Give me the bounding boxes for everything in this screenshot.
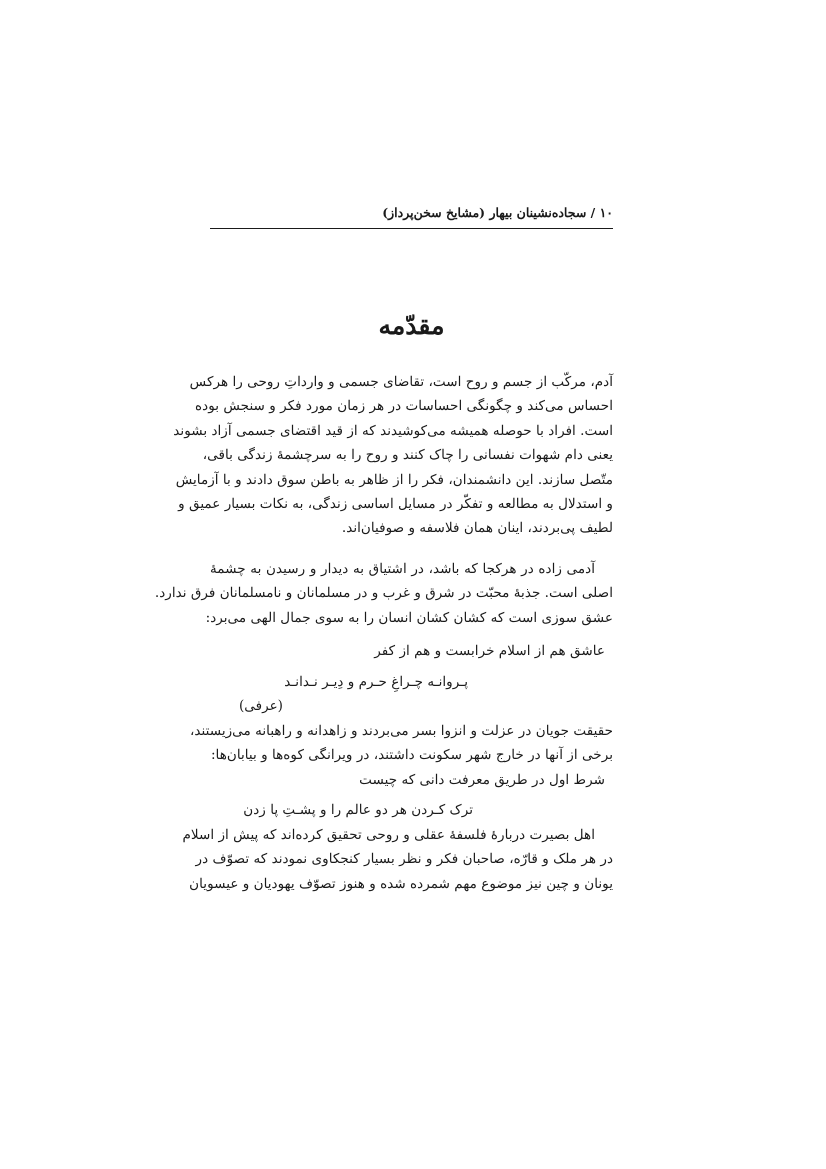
- running-header: ۱۰ / سجاده‌نشینان بیهار (مشایخ سخن‌پرداز): [382, 205, 613, 220]
- paragraph-line: اصلی است. جذبهٔ محبّت در شرق و غرب و در مسلمانان و نامسلمانان فرق ندارد.: [154, 585, 613, 602]
- chapter-title: مقدّمه: [378, 311, 445, 340]
- paragraph-line: است. افراد با حوصله همیشه می‌کوشیدند که از قید اقتضای جسمی آزاد بشوند: [173, 422, 613, 439]
- header-rule: [210, 228, 613, 229]
- paragraph-line: و استدلال به مطالعه و تفکّر در مسایل اساسی زندگی، به نکات بسیار عمیق و: [178, 495, 613, 512]
- paragraph-line: اهل بصیرت دربارهٔ فلسفهٔ عقلی و روحی تحقیق کرده‌اند که پیش از اسلام: [182, 827, 595, 843]
- paragraph-line: لطیف پی‌بردند، اینان همان فلاسفه و صوفیان‌اند.: [341, 520, 613, 537]
- paragraph-1: [173, 370, 613, 541]
- verse-1-line-2: پـروانـه چـراغِ حـرم و دِیـر نـدانـد: [284, 674, 468, 690]
- paragraph-line: آدمی زاده در هرکجا که باشد، در اشتیاق به دیدار و رسیدن به چشمهٔ: [210, 561, 595, 577]
- paragraph-2: [154, 557, 613, 630]
- paragraph-line: متّصل سازند. این دانشمندان، فکر را از ظاهر به باطن سوق دادند و با آزمایش: [175, 471, 613, 488]
- paragraph-line: عشق سوزی است که کشان کشان انسان را به سوی جمال الهی می‌برد:: [205, 609, 613, 626]
- paragraph-3: [189, 719, 613, 768]
- paragraph-line: یونان و چین نیز موضوع مهم شمرده شده و هنوز تصوّف یهودیان و عیسویان: [189, 875, 613, 892]
- verse-2-line-1: شرط اول در طریق معرفت دانی که چیست: [359, 772, 605, 788]
- verse-1-line-1: عاشق هم از اسلام خرابست و هم از کفر: [374, 643, 605, 659]
- paragraph-line: آدم، مرکّب از جسم و روح است، تقاضای جسمی و وارداتِ روحی را هرکس: [189, 374, 613, 390]
- paragraph-line: حقیقت جویان در عزلت و انزوا بسر می‌بردند و زاهدانه و راهبانه می‌زیستند،: [189, 723, 613, 739]
- verse-1-attribution: (عرفی): [238, 698, 283, 714]
- paragraph-line: در هر ملک و قارّه، صاحبان فکر و نظر بسیار کنجکاوی نمودند که تصوّف در: [195, 851, 613, 868]
- paragraph-line: یعنی دام شهوات نفسانی را چاک کنند و روح را به سرچشمهٔ زندگی باقی،: [202, 447, 613, 464]
- paragraph-line: برخی از آنها در خارج شهر سکونت داشتند، در ویرانگی کوه‌ها و بیابان‌ها:: [210, 747, 613, 764]
- paragraph-line: احساس می‌کند و چگونگی احساسات در هر زمان مورد فکر و سنجش بوده: [195, 398, 613, 415]
- verse-2-line-2: ترک کـردن هر دو عالم را و پشـتِ پا زدن: [243, 802, 473, 818]
- paragraph-4: [182, 823, 613, 896]
